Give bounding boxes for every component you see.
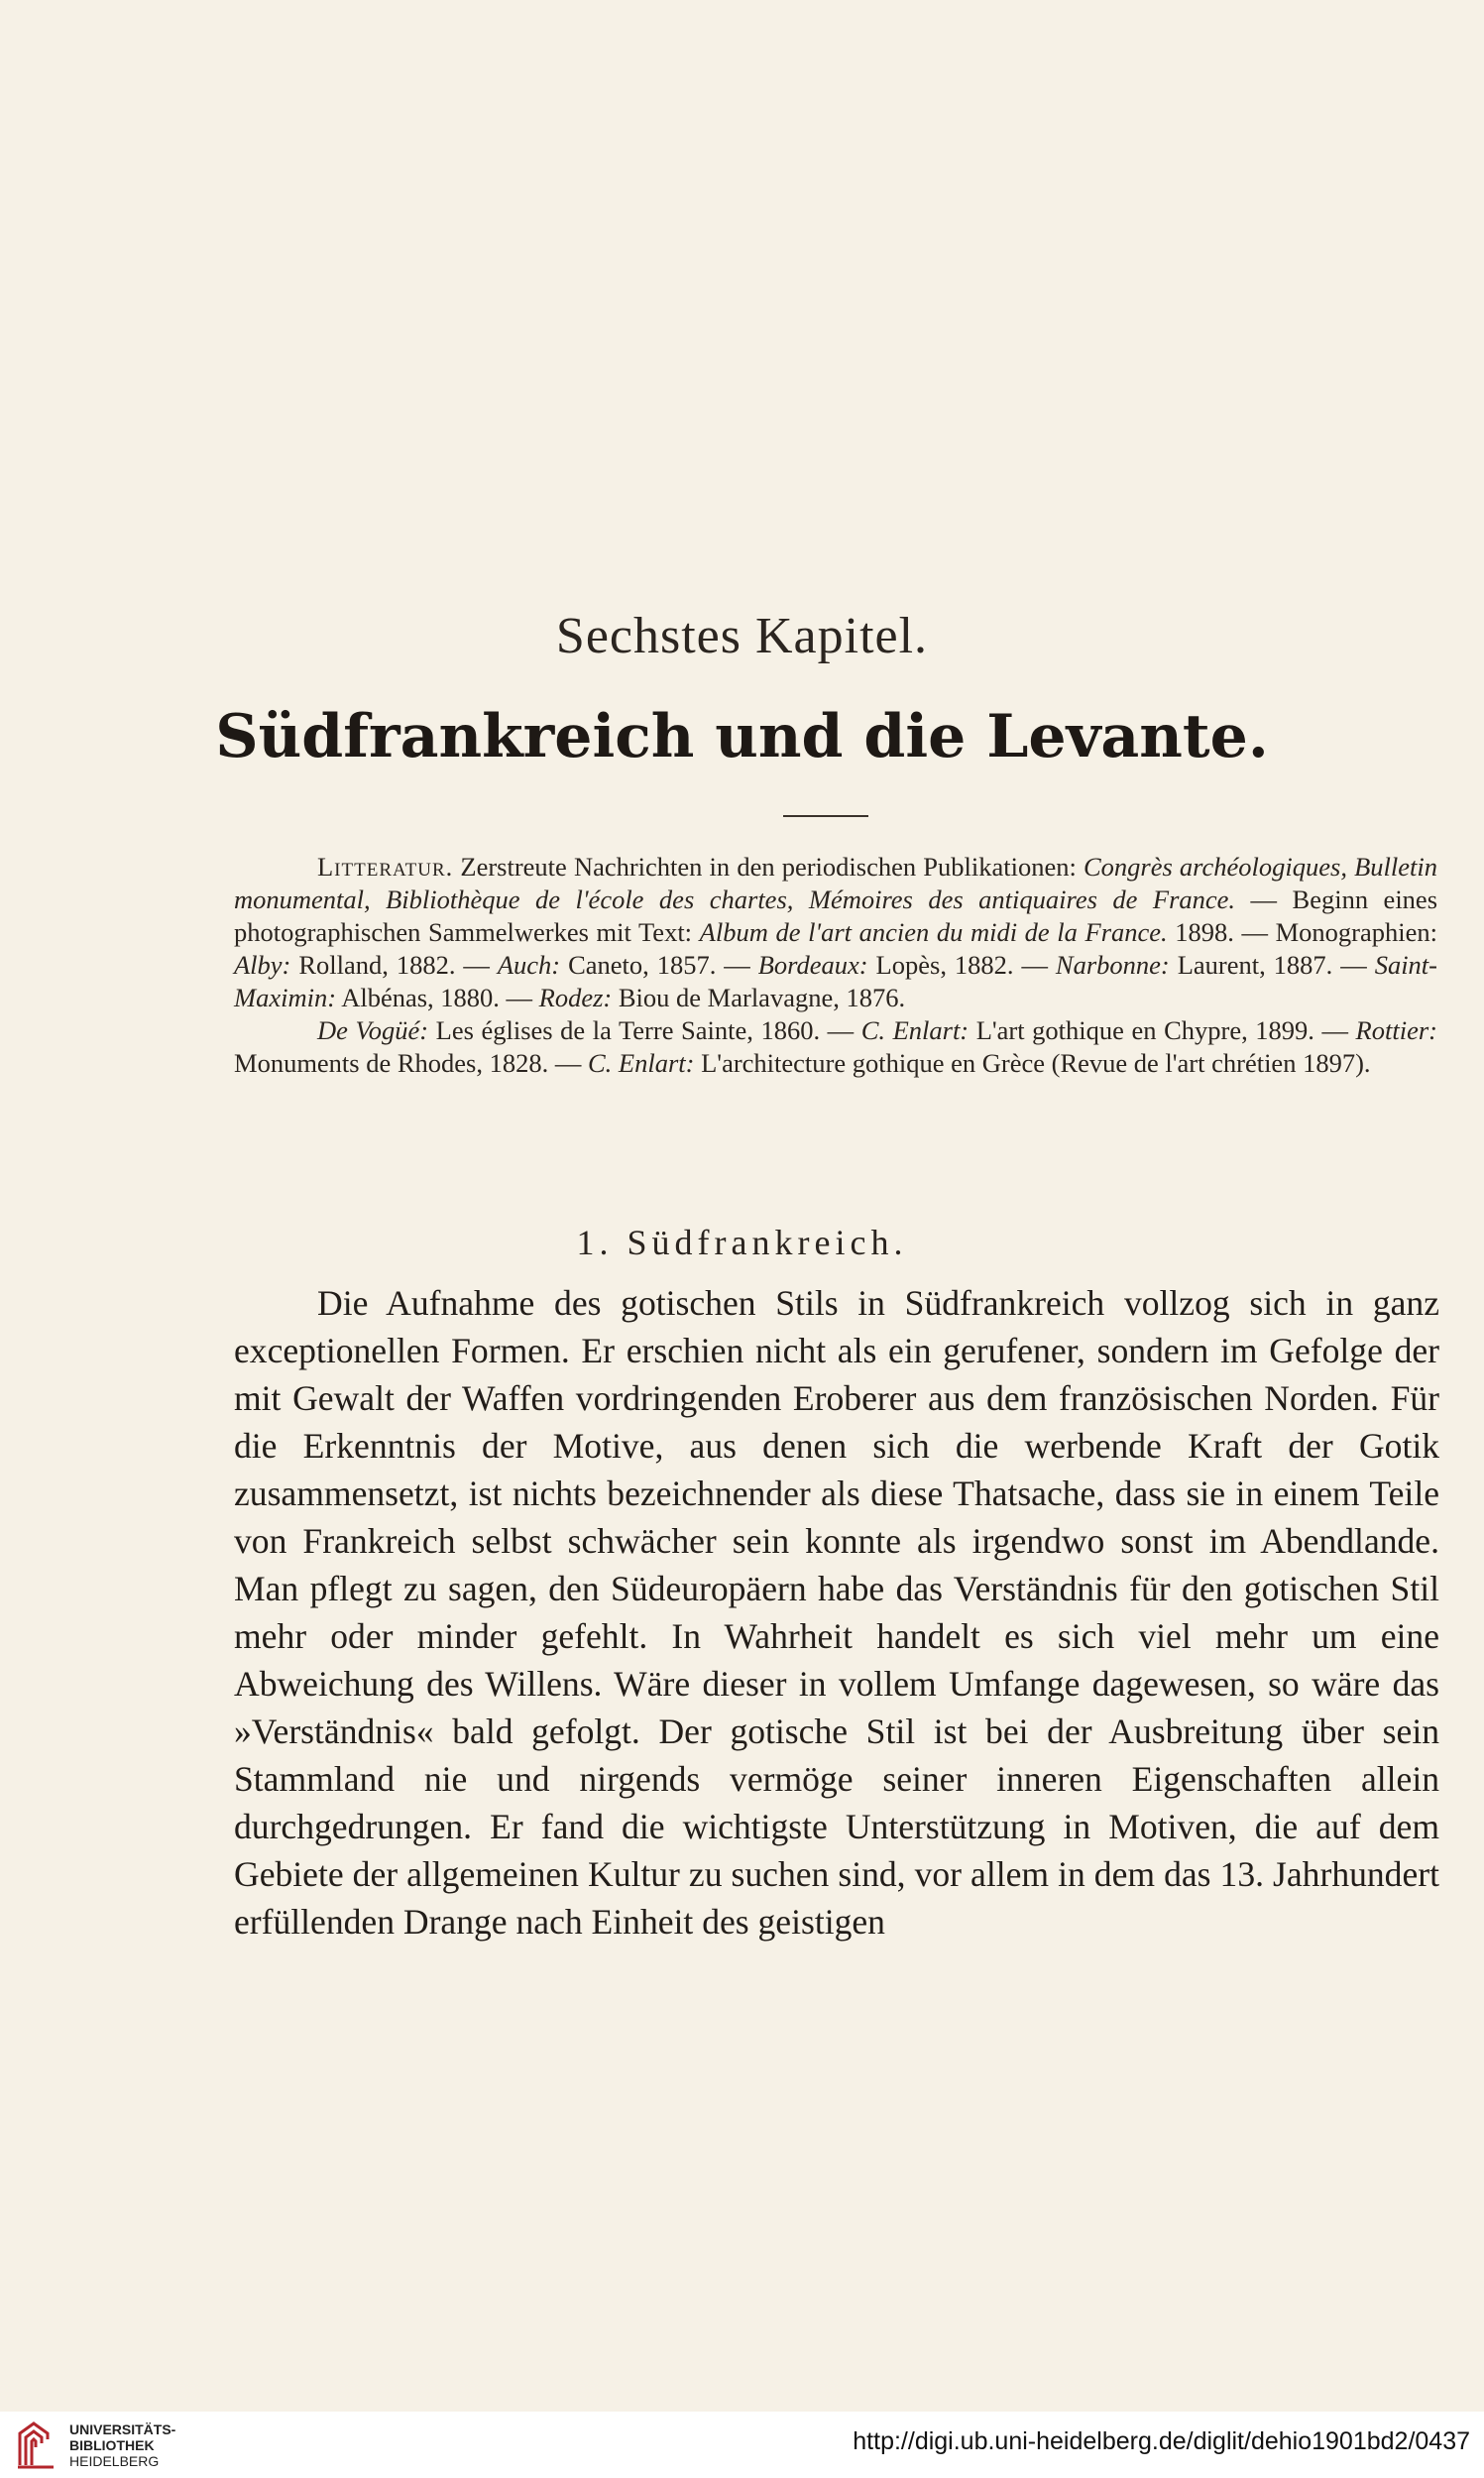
lit-place: Auch: [497,950,561,980]
lit-place: Saint-Maximin: [234,950,1437,1012]
library-name-line: UNIVERSITÄTS- [69,2421,176,2437]
footer-bar [0,2412,1484,2478]
body-paragraph: Die Aufnahme des gotischen Stils in Südfrankreich vollzog sich in ganz exceptionellen Formen. Er erschien nicht als ein gerufener, sondern im Gefolge der mit Gewalt der Waffen vordringenden Eroberer aus dem französischen Norden. Für die Erkenntnis der Motive, aus denen sich die werbende Kraft der Gotik zusammensetzt, ist nichts bezeichnender als diese Thatsache, dass sie in einem Teile von Frankreich selbst schwächer sein konnte als irgendwo sonst im Abendlande. Man pflegt zu sagen, den Südeuropäern habe das Verständnis für den gotischen Stil mehr oder minder gefehlt. In Wahrheit handelt es sich viel mehr um eine Abweichung des Willens. Wäre dieser in vollem Umfange dagewesen, so wäre das »Verständnis« bald gefolgt. Der gotische Stil ist bei der Ausbreitung über sein Stammland nie und nirgends vermöge seiner inneren Eigenschaften allein durchgedrungen. Er fand die wichtigste Unterstützung in Motiven, die auf dem Gebiete der allgemeinen Kultur zu suchen sind, vor allem in dem das 13. Jahrhundert erfüllenden Drange nach Einheit des geistigen [234,1283,1439,1942]
lit-text: Zerstreute Nachrichten in den periodischen Publikationen: [453,852,1084,882]
lit-text: Les églises de la Terre Sainte, 1860. — [428,1015,861,1045]
chapter-heading: Sechstes Kapitel. [555,608,929,664]
lit-text: L'art gothique en Chypre, 1899. — [969,1015,1356,1045]
lit-author: C. Enlart: [860,1015,970,1045]
literature-paragraph-1 [234,851,1437,1014]
lit-text: Albénas, 1880. — [336,983,539,1012]
permalink-url[interactable]: http://digi.ub.uni-heidelberg.de/diglit/dehio1901bd2/0437 [853,2427,1470,2455]
lit-place: Rodez: [538,983,613,1012]
lit-text: — Beginn eines photographischen Sammelwerkes mit Text: [234,885,1438,947]
lit-author: De Vogüé: [317,1015,429,1045]
lit-text: Lopès, 1882. — [867,950,1056,980]
library-name-line: BIBLIOTHEK [69,2437,155,2453]
library-name [69,2421,175,2469]
lit-text: L'architecture gothique en Grèce (Revue de l'art chrétien 1897). [694,1048,1371,1078]
lit-author: C. Enlart: [588,1048,695,1078]
lit-text: Laurent, 1887. — [1169,950,1375,980]
lit-place: Narbonne: [1055,950,1170,980]
section-heading: 1. Südfrankreich. [576,1223,908,1262]
lit-text: Biou de Marlavagne, 1876. [612,983,906,1012]
lit-title: Album de l'art ancien du midi de la France. [699,917,1168,947]
lit-text: Rolland, 1882. — [290,950,498,980]
lit-author: Rottier: [1355,1015,1437,1045]
lit-title: Congrès archéologiques, Bulletin monumental, Bibliothèque de l'école des chartes, Mémoires des antiquaires de France. [234,852,1437,914]
lit-text: Monuments de Rhodes, 1828. — [234,1048,588,1078]
chapter-title: Südfrankreich und die Levante. [215,702,1269,771]
library-name-line: HEIDELBERG [69,2453,160,2469]
literature-label: Litteratur. [317,852,454,882]
library-logo-icon [14,2419,57,2471]
lit-place: Bordeaux: [757,950,868,980]
lit-text: 1898. — Monographien: [1167,917,1437,947]
literature-block [234,851,1437,1080]
title-divider [783,815,868,817]
lit-text: Caneto, 1857. — [560,950,758,980]
lit-place: Alby: [234,950,291,980]
literature-paragraph-2 [234,1014,1437,1080]
